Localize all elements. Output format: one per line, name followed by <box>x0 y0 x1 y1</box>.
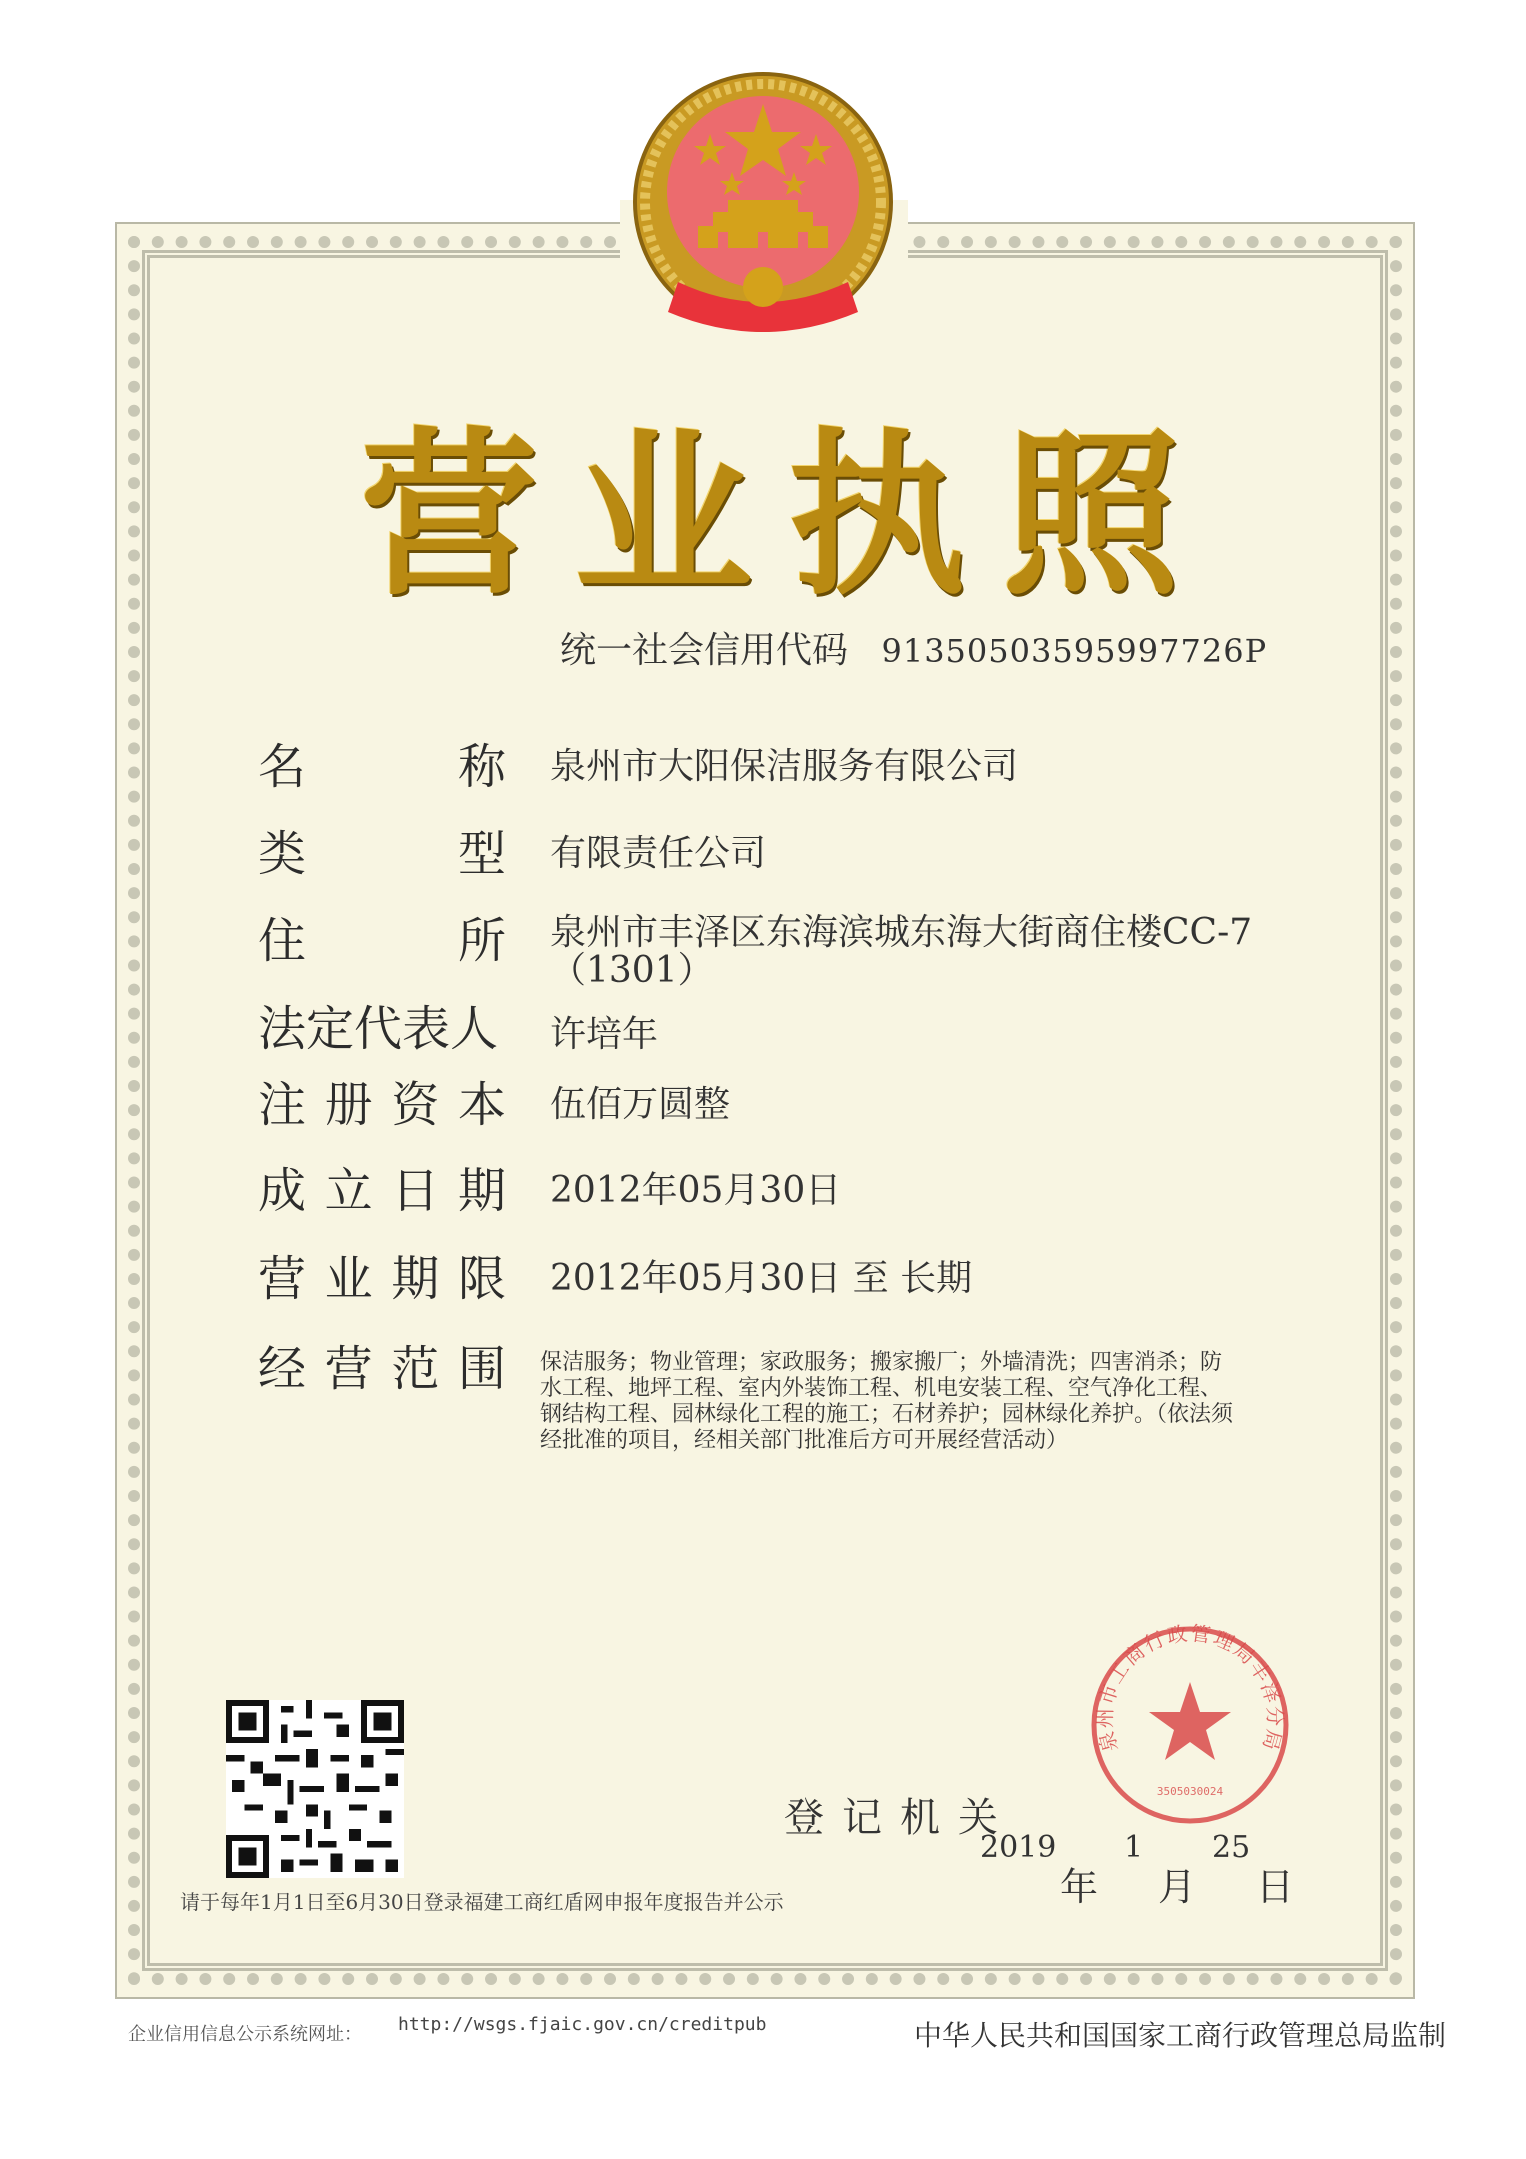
footer-url[interactable]: http://wsgs.fjaic.gov.cn/creditpub <box>398 2014 767 2035</box>
label-char: 称 <box>457 739 506 795</box>
credit-code-line <box>560 622 1267 673</box>
seal-number: 3505030024 <box>1156 1785 1224 1798</box>
label-text: 法定代表人 <box>258 1001 499 1057</box>
field-label <box>258 1330 506 1399</box>
official-seal <box>1085 1620 1295 1830</box>
label-char: 期 <box>457 1163 506 1219</box>
label-char: 营 <box>258 1251 307 1307</box>
issue-day: 25 <box>1212 1830 1251 1865</box>
label-char: 限 <box>457 1251 506 1307</box>
seal-text: 泉州市工商行政管理局丰泽分局 <box>1092 1620 1288 1755</box>
issue-year: 2019 <box>980 1830 1057 1865</box>
label-char: 本 <box>457 1077 506 1133</box>
label-char: 日 <box>391 1163 440 1219</box>
registration-authority: 登记机关 <box>784 1795 1016 1841</box>
label-char: 立 <box>324 1163 373 1219</box>
national-emblem <box>618 62 908 352</box>
address-line-1: 泉州市丰泽区东海滨城东海大街商住楼CC-7 <box>550 912 1253 953</box>
document-title <box>360 400 1180 619</box>
label-char: 范 <box>391 1341 440 1397</box>
credit-code-value: 91350503595997726P <box>881 632 1268 670</box>
year-unit: 年 <box>1060 1865 1099 1909</box>
label-char: 册 <box>324 1077 373 1133</box>
field-label <box>258 815 506 884</box>
label-char: 业 <box>324 1251 373 1307</box>
label-char: 注 <box>258 1077 307 1133</box>
title-char: 执 <box>788 412 966 619</box>
label-char: 成 <box>258 1163 307 1219</box>
business-term: 2012年05月30日 至 长期 <box>550 1258 973 1299</box>
company-name: 泉州市大阳保洁服务有限公司 <box>550 746 1019 787</box>
establishment-date: 2012年05月30日 <box>550 1170 842 1211</box>
label-char: 营 <box>324 1341 373 1397</box>
qr-code[interactable] <box>226 1700 404 1878</box>
label-char: 经 <box>258 1341 307 1397</box>
title-char: 营 <box>360 412 538 619</box>
label-char: 型 <box>457 826 506 882</box>
issue-month: 1 <box>1124 1830 1144 1865</box>
label-char: 所 <box>457 913 506 969</box>
label-char: 名 <box>258 739 307 795</box>
label-char: 资 <box>391 1077 440 1133</box>
credit-code-label: 统一社会信用代码 <box>560 630 849 671</box>
footer-supervisor: 中华人民共和国国家工商行政管理总局监制 <box>914 2019 1447 2052</box>
business-scope: 保洁服务；物业管理；家政服务；搬家搬厂；外墙清洗；四害消杀；防水工程、地坪工程、室内外装饰工程、机电安装工程、空气净化工程、钢结构工程、园林绿化工程的施工；石材养护；园林绿化养护。（依法须经批准的项目，经相关部门批准后方可开展经营活动） <box>540 1350 1234 1453</box>
footer-site-label: 企业信用信息公示系统网址： <box>128 2024 362 2045</box>
legal-representative: 许培年 <box>550 1014 659 1055</box>
label-char: 住 <box>258 913 307 969</box>
field-label <box>258 902 506 971</box>
annual-report-notice: 请于每年1月1日至6月30日登录福建工商红盾网申报年度报告并公示 <box>180 1890 784 1914</box>
registered-capital: 伍佰万圆整 <box>550 1084 731 1125</box>
field-label <box>258 1240 506 1309</box>
field-label <box>258 728 506 797</box>
field-label <box>258 1152 506 1221</box>
company-type: 有限责任公司 <box>550 833 767 874</box>
title-char: 业 <box>574 412 752 619</box>
title-char: 照 <box>1002 412 1180 619</box>
label-char: 期 <box>391 1251 440 1307</box>
label-char: 围 <box>457 1341 506 1397</box>
address-line-2: （1301） <box>550 950 714 991</box>
field-label <box>258 990 506 1059</box>
month-unit: 月 <box>1158 1865 1197 1909</box>
field-label <box>258 1066 506 1135</box>
day-unit: 日 <box>1256 1865 1295 1909</box>
label-char: 类 <box>258 826 307 882</box>
